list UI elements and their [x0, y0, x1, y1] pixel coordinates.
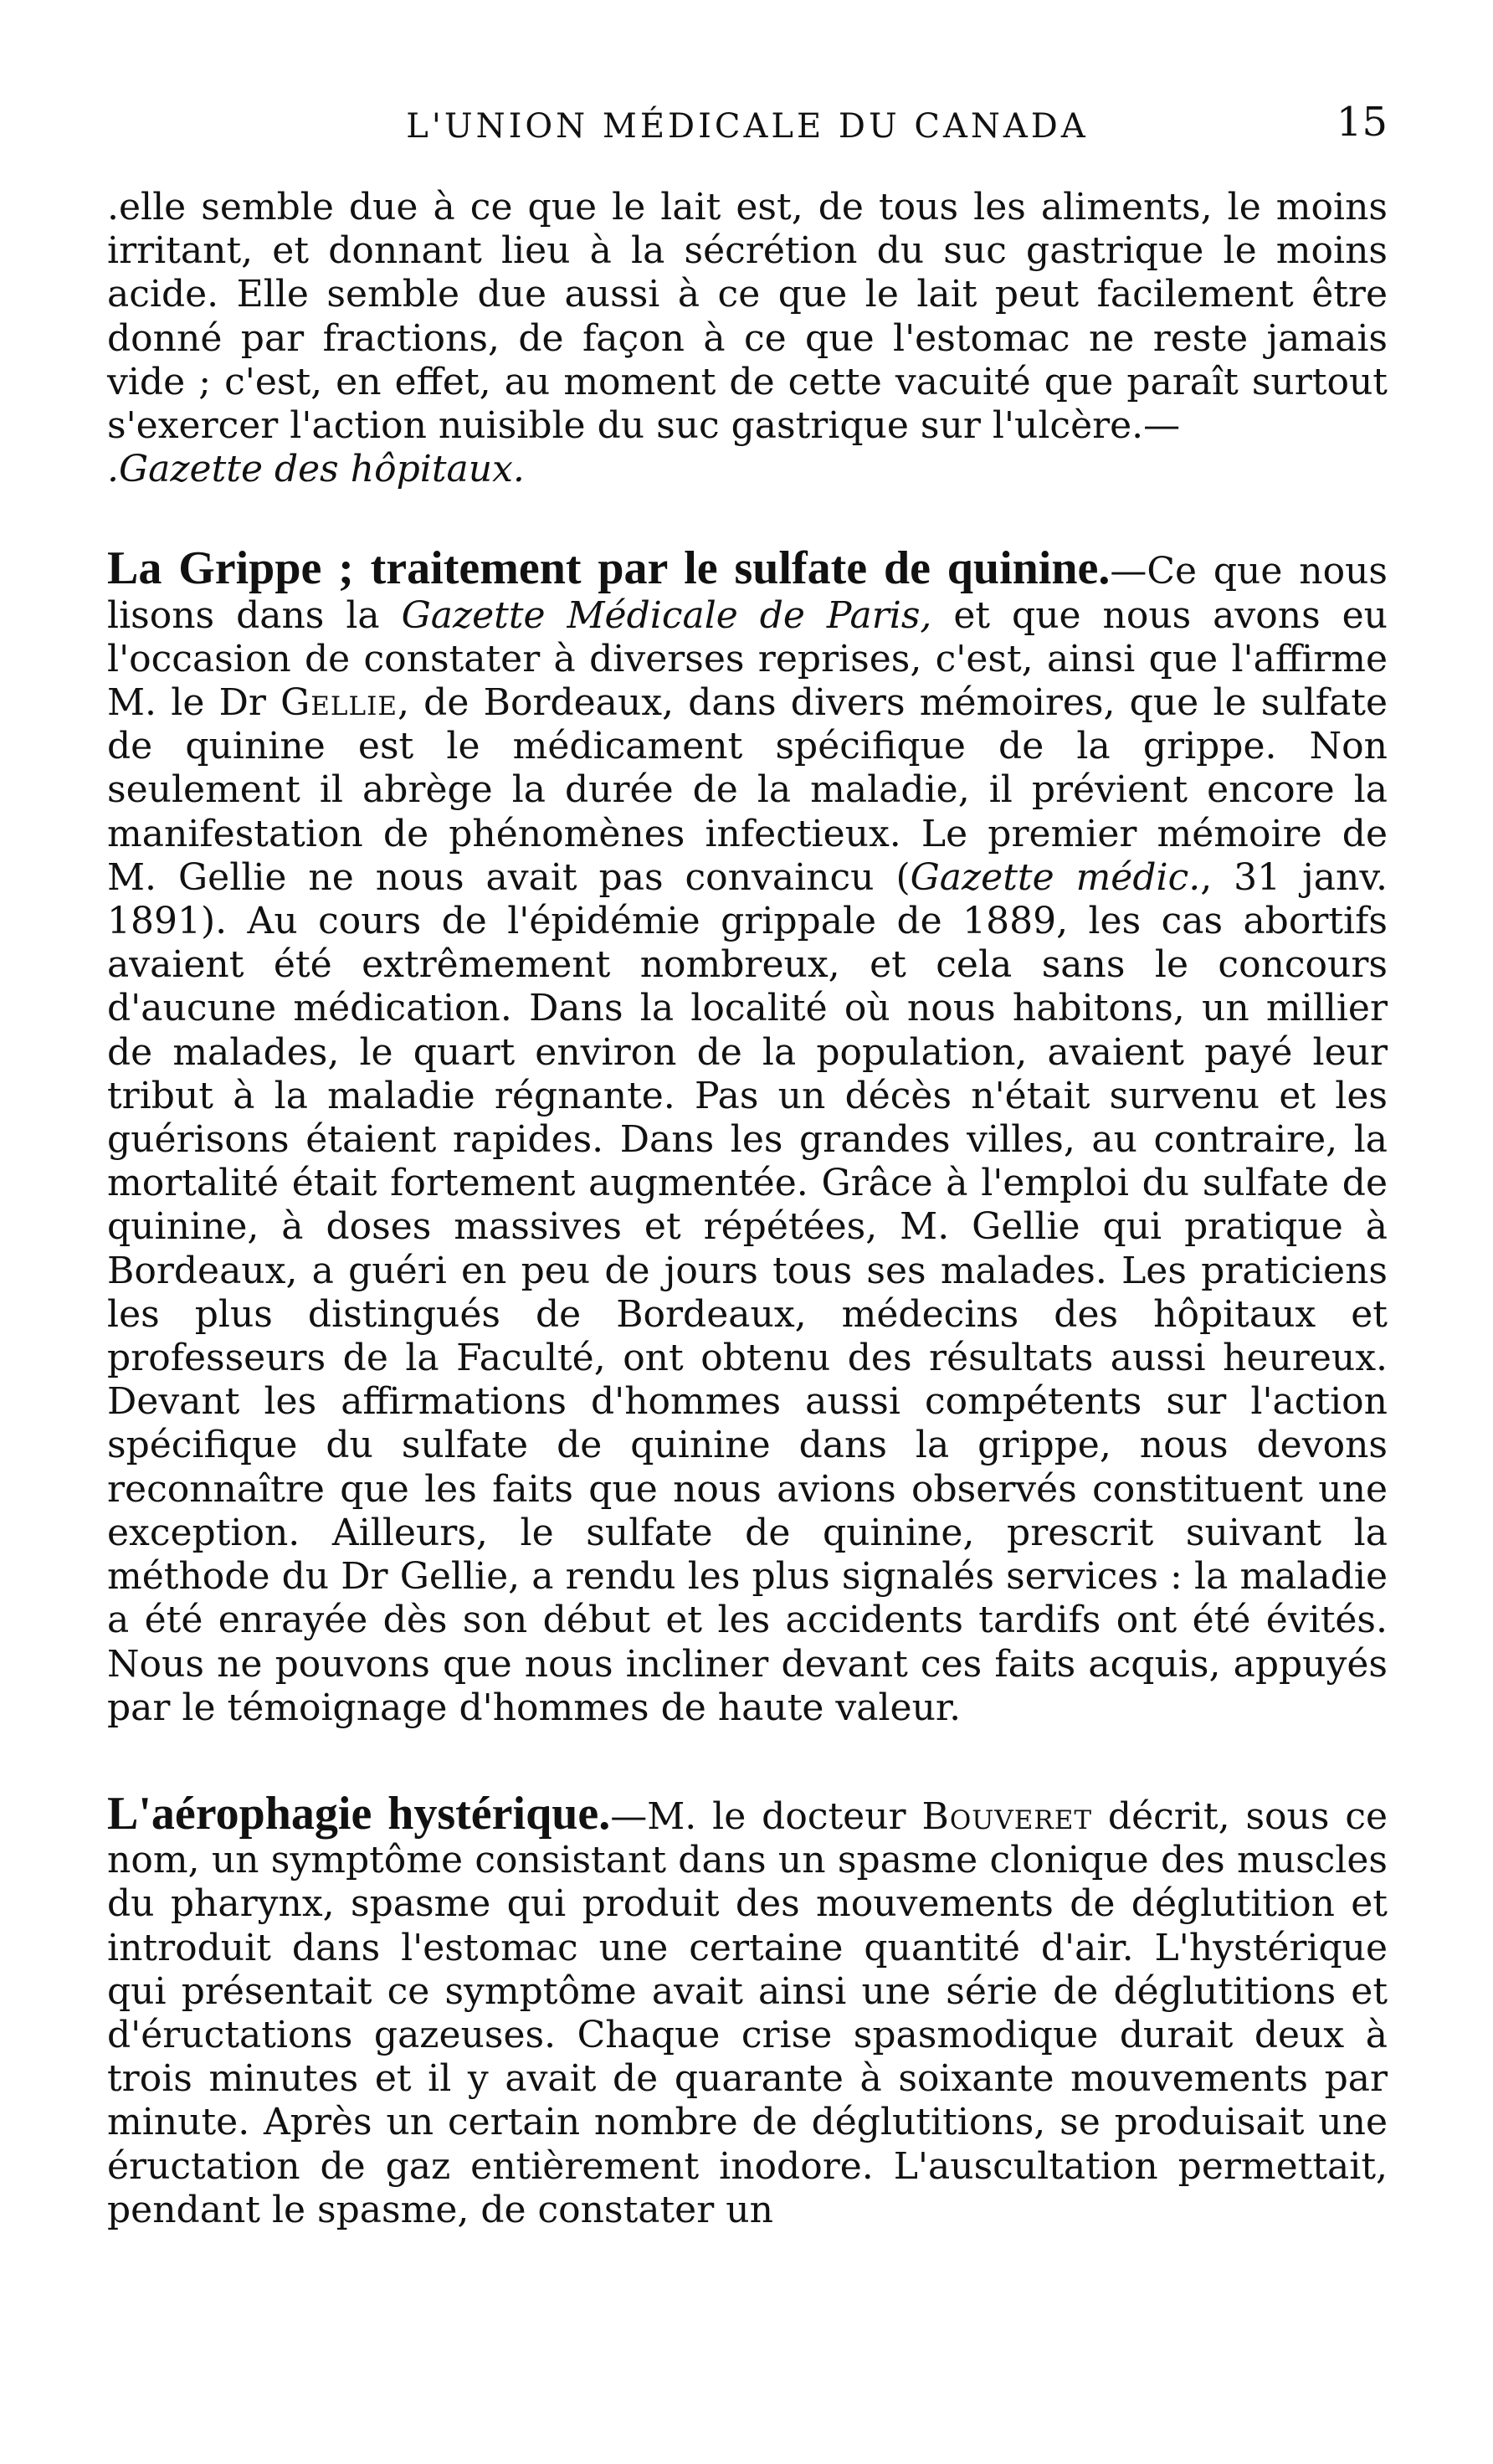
article-body [107, 186, 1388, 2232]
paragraph-continuation [107, 186, 1388, 491]
section-text: et que nous avons eu l'occasion de constater à diverses reprises, c'est, ainsi que l'affirme M. le Dr [107, 593, 1388, 725]
section-aerophagie [107, 1787, 1388, 2232]
journal-reference: Gazette médic. [910, 855, 1201, 899]
paragraph-text: .elle semble due à ce que le lait est, de tous les aliments, le moins irritant, et donnant lieu à la sécrétion du suc gastrique le moins acide. Elle semble due aussi à ce que le lait peut facilement être donné par fractions, de façon à ce que l'estomac ne reste jamais vide ; c'est, en effet, au moment de cette vacuité que paraît surtout s'exercer l'action nuisible du suc gastrique sur l'ulcère.— [107, 186, 1388, 448]
page-number: 15 [1336, 99, 1388, 146]
section-text: —M. le docteur [610, 1794, 922, 1838]
author-name: Bouveret [921, 1794, 1093, 1838]
section-text: —Ce que nous lisons dans la [107, 550, 1388, 637]
running-title: L'UNION MÉDICALE DU CANADA [406, 107, 1089, 146]
section-text: décrit, sous ce nom, un symptôme consistant dans un spasme clonique des muscles du pharynx, spasme qui produit des mouvements de déglutition et introduit dans l'estomac une certaine quantité d'air. L'hystérique qui présentait ce symptôme avait ainsi une série de déglutitions et d'éructations gazeuses. Chaque crise spasmodique durait deux à trois minutes et il y avait de quarante à soixante mouvements par minute. Après un certain nombre de déglutitions, se produisait une éructation de gaz entièrement inodore. L'auscultation permettait, pendant le spasme, de constater un [107, 1794, 1388, 2231]
running-header [107, 99, 1388, 166]
section-text: , 31 janv. 1891). Au cours de l'épidémie grippale de 1889, les cas abortifs avaient été extrêmement nombreux, et cela sans le concours d'aucune médication. Dans la localité où nous habitons, un millier de malades, le quart environ de la population, avaient payé leur tribut à la maladie régnante. Pas un décès n'était survenu et les guérisons étaient rapides. Dans les grandes villes, au contraire, la mortalité était fortement augmentée. Grâce à l'emploi du sulfate de quinine, à doses massives et répétées, M. Gellie qui pratique à Bordeaux, a guéri en peu de jours tous ses malades. Les praticiens les plus distingués de Bordeaux, médecins des hôpitaux et professeurs de la Faculté, ont obtenu des résultats aussi heureux. Devant les affirmations d'hommes aussi compétents sur l'action spécifique du sulfate de quinine dans la grippe, nous devons reconnaître que les faits que nous avions observés constituent une exception. Ailleurs, le sulfate de quinine, prescrit suivant la méthode du Dr Gellie, a rendu les plus signalés services : la maladie a été enrayée dès son début et les accidents tardifs ont été évités. Nous ne pouvons que nous incliner devant ces faits acquis, appuyés par le témoignage d'hommes de haute valeur. [107, 855, 1388, 1729]
section-text: , de Bordeaux, dans divers mémoires, que le sulfate de quinine est le médicament spécifique de la grippe. Non seulement il abrège la durée de la maladie, il prévient encore la manifestation de phénomènes infectieux. Le premier mémoire de M. Gellie ne nous avait pas convaincu ( [107, 681, 1388, 899]
section-heading-aerophagie: L'aérophagie hystérique. [107, 1787, 611, 1840]
journal-title: Gazette Médicale de Paris, [401, 593, 932, 637]
section-heading-grippe: La Grippe ; traitement par le sulfate de quinine. [107, 542, 1111, 595]
author-name: Gellie [280, 681, 398, 725]
section-grippe [107, 542, 1388, 1729]
source-citation: .Gazette des hôpitaux. [107, 448, 525, 491]
